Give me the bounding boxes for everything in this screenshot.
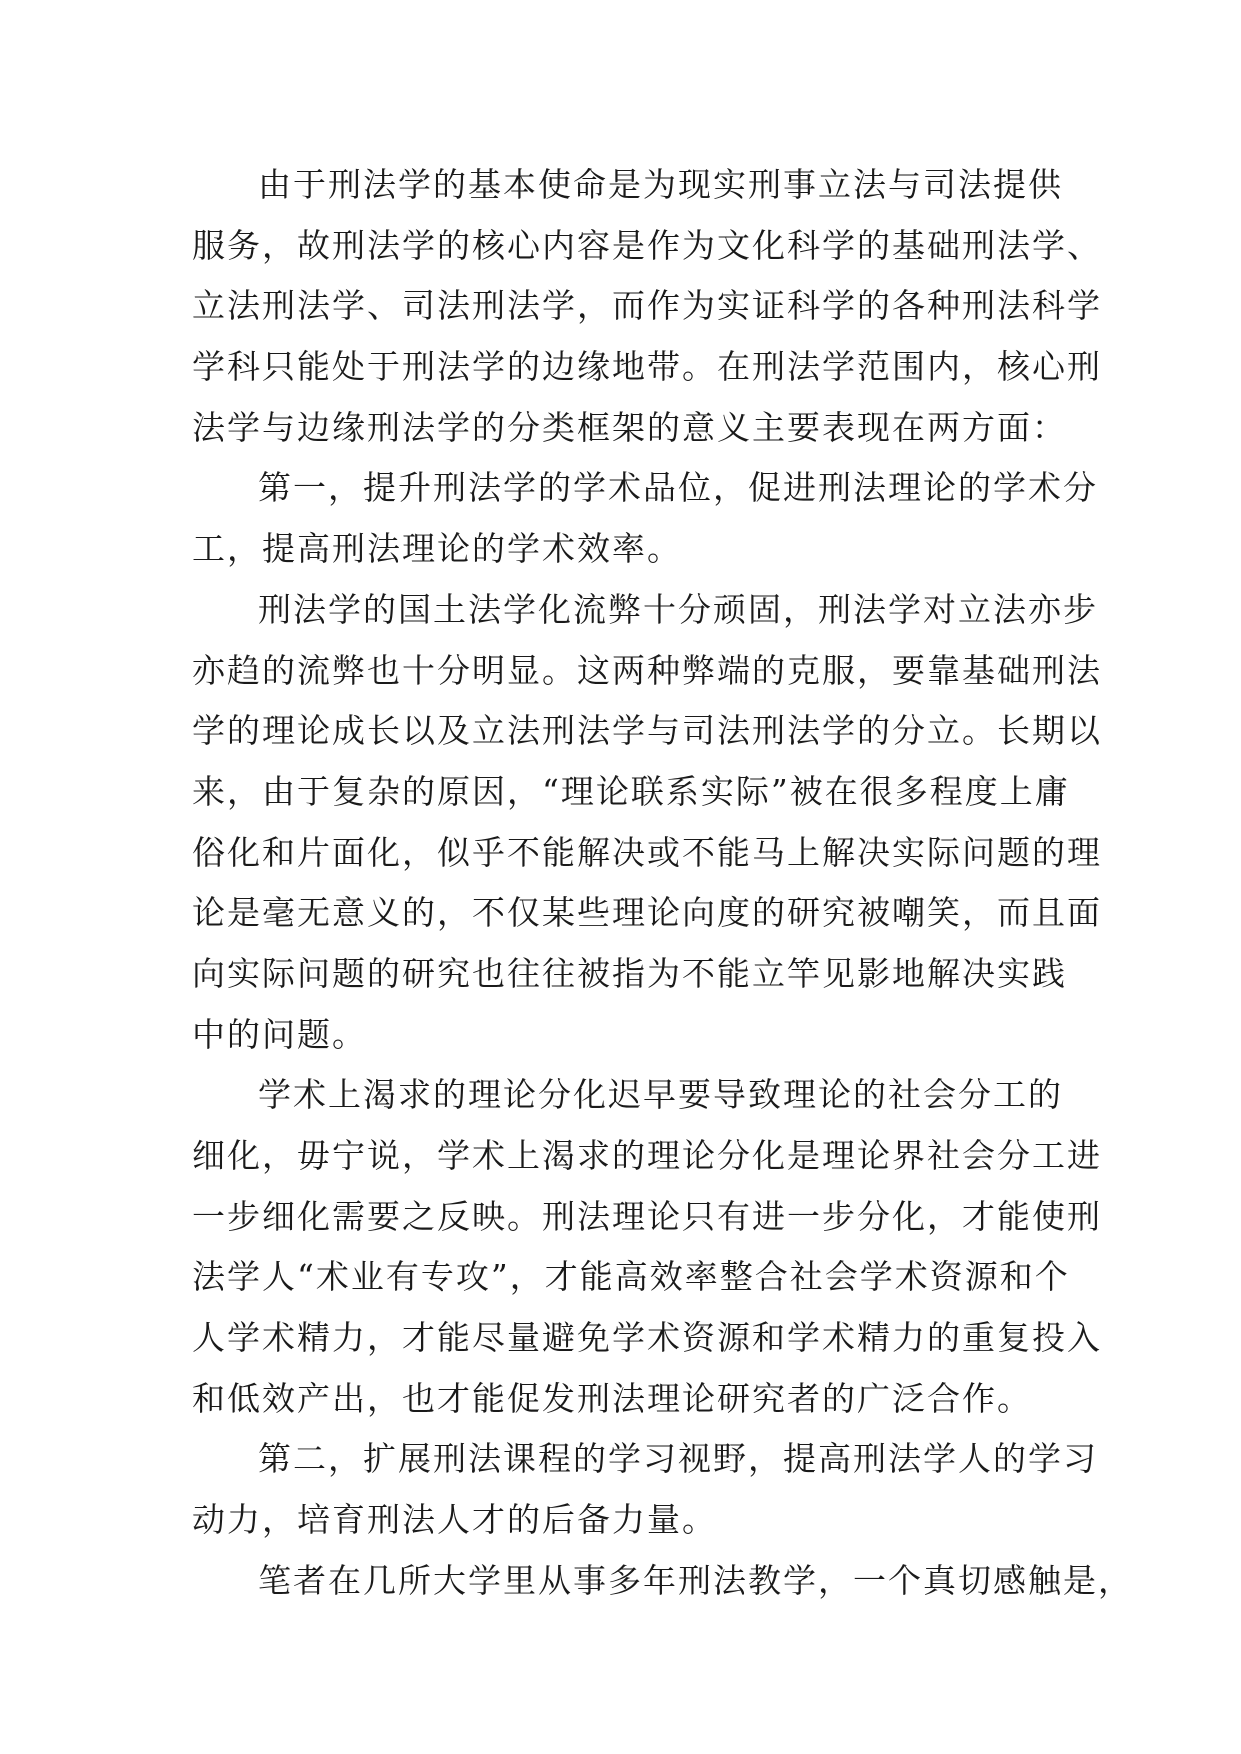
text-line: 向实际问题的研究也往往被指为不能立竿见影地解决实践 bbox=[192, 953, 1067, 993]
text-line: 中的问题。 bbox=[192, 1014, 367, 1054]
text-line: 服务，故刑法学的核心内容是作为文化科学的基础刑法学、 bbox=[192, 225, 1102, 265]
text-line: 亦趋的流弊也十分明显。这两种弊端的克服，要靠基础刑法 bbox=[192, 650, 1102, 690]
text-line: 学的理论成长以及立法刑法学与司法刑法学的分立。长期以 bbox=[192, 711, 1102, 751]
paragraph-1 bbox=[192, 155, 1102, 458]
text-line: 工，提高刑法理论的学术效率。 bbox=[192, 529, 682, 569]
paragraph-5 bbox=[192, 1429, 1098, 1550]
text-line: 第一，提升刑法学的学术品位，促进刑法理论的学术分 bbox=[258, 468, 1098, 508]
text-line: 来，由于复杂的原因，“理论联系实际”被在很多程度上庸 bbox=[192, 771, 1070, 811]
text-line: 立法刑法学、司法刑法学，而作为实证科学的各种刑法科学 bbox=[192, 286, 1102, 326]
text-line: 人学术精力，才能尽量避免学术资源和学术精力的重复投入 bbox=[192, 1318, 1102, 1358]
text-line: 一步细化需要之反映。刑法理论只有进一步分化，才能使刑 bbox=[192, 1196, 1102, 1236]
paragraph-3 bbox=[192, 580, 1102, 1066]
paragraph-2 bbox=[192, 458, 1098, 579]
text-line: 论是毫无意义的，不仅某些理论向度的研究被嘲笑，而且面 bbox=[192, 893, 1102, 933]
body-text bbox=[192, 155, 1133, 1612]
text-line: 第二，扩展刑法课程的学习视野，提高刑法学人的学习 bbox=[258, 1439, 1098, 1479]
text-line: 动力，培育刑法人才的后备力量。 bbox=[192, 1500, 717, 1540]
paragraph-4 bbox=[192, 1065, 1102, 1429]
text-line: 学术上渴求的理论分化迟早要导致理论的社会分工的 bbox=[258, 1075, 1063, 1115]
text-line: 俗化和片面化，似乎不能解决或不能马上解决实际问题的理 bbox=[192, 832, 1102, 872]
text-line: 刑法学的国土法学化流弊十分顽固，刑法学对立法亦步 bbox=[258, 589, 1098, 629]
text-line: 由于刑法学的基本使命是为现实刑事立法与司法提供 bbox=[258, 165, 1063, 204]
text-line: 笔者在几所大学里从事多年刑法教学，一个真切感触是， bbox=[258, 1560, 1133, 1600]
paragraph-6 bbox=[192, 1551, 1133, 1612]
text-line: 学科只能处于刑法学的边缘地带。在刑法学范围内，核心刑 bbox=[192, 347, 1102, 387]
text-line: 细化，毋宁说，学术上渴求的理论分化是理论界社会分工进 bbox=[192, 1136, 1102, 1175]
text-line: 法学人“术业有专攻”，才能高效率整合社会学术资源和个 bbox=[192, 1257, 1070, 1297]
text-line: 法学与边缘刑法学的分类框架的意义主要表现在两方面： bbox=[192, 407, 1067, 447]
text-line: 和低效产出，也才能促发刑法理论研究者的广泛合作。 bbox=[192, 1378, 1032, 1418]
